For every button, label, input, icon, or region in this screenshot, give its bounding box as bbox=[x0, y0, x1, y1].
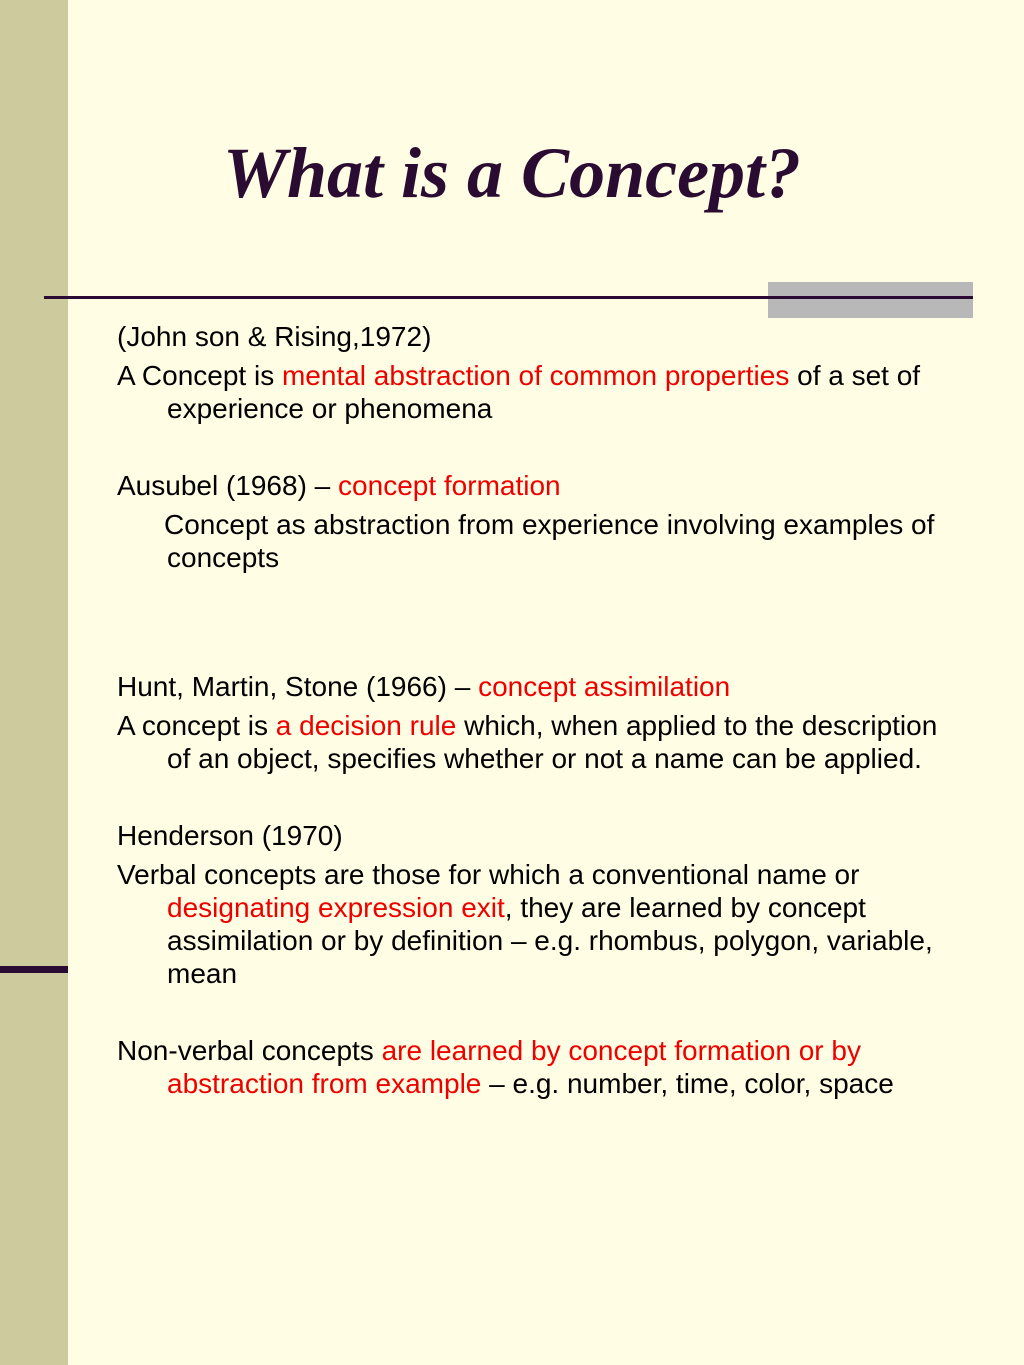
slide-title: What is a Concept? bbox=[222, 133, 802, 213]
citation-henderson: Henderson (1970) bbox=[117, 820, 343, 851]
slide-body bbox=[117, 320, 957, 1100]
definition-hunt-martin-stone: A concept is a decision rule which, when applied to the description of an object, specifies whether or not a name can be applied. bbox=[117, 710, 938, 774]
definition-verbal-concepts: Verbal concepts are those for which a conventional name or designating expression exit, they are learned by concept assimilation or by definition – e.g. rhombus, polygon, variable, mean bbox=[117, 859, 933, 989]
highlight-text: are learned by concept formation or by abstraction from example bbox=[167, 1035, 861, 1099]
citation-hunt-martin-stone: Hunt, Martin, Stone (1966) – concept assimilation bbox=[117, 671, 731, 702]
highlight-text: a decision rule bbox=[275, 710, 457, 741]
citation-johnson-rising: (John son & Rising,1972) bbox=[117, 321, 432, 352]
highlight-text: mental abstraction of common properties bbox=[281, 360, 790, 391]
left-accent-bar bbox=[0, 966, 68, 973]
title-rule-gray-block bbox=[768, 282, 973, 318]
highlight-text: concept assimilation bbox=[478, 671, 731, 702]
highlight-text: concept formation bbox=[338, 470, 561, 501]
citation-ausubel: Ausubel (1968) – concept formation bbox=[117, 470, 561, 501]
title-rule-overlay bbox=[768, 296, 973, 299]
definition-ausubel: Concept as abstraction from experience involving examples of concepts bbox=[164, 509, 935, 573]
highlight-text: designating expression exit bbox=[167, 892, 505, 923]
definition-johnson-rising: A Concept is mental abstraction of common properties of a set of experience or phenomena bbox=[117, 360, 921, 424]
definition-non-verbal-concepts: Non-verbal concepts are learned by concept formation or by abstraction from example – e.g. number, time, color, space bbox=[117, 1035, 894, 1099]
